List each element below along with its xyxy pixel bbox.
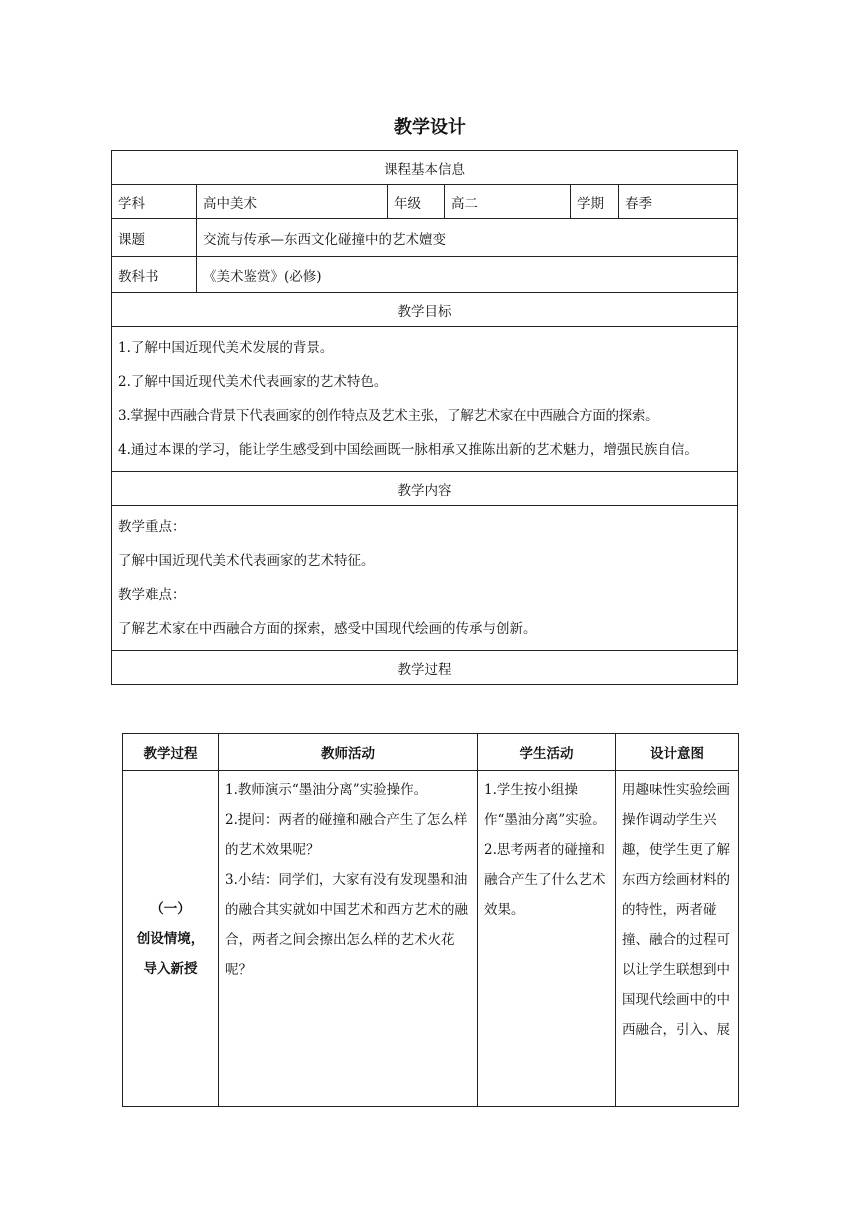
column-header: 教学过程: [123, 734, 219, 771]
stage-title: 创设情境，: [136, 930, 205, 947]
objective-item: 3.掌握中西融合背景下代表画家的创作特点及艺术主张，了解艺术家在中西融合方面的探索。: [118, 408, 659, 424]
key-point-text: 了解中国近现代美术代表画家的艺术特征。: [118, 553, 375, 569]
grade-label: 年级: [388, 185, 445, 219]
subject-label: 学科: [112, 185, 197, 219]
key-point-label: 教学重点：: [118, 519, 186, 535]
basic-info-table: [111, 150, 738, 685]
objectives-list: [112, 327, 738, 472]
column-header: 学生活动: [478, 734, 616, 771]
teacher-activity-item: 2.提问：两者的碰撞和融合产生了怎么样的艺术效果呢？: [225, 812, 468, 858]
objective-item: 1.了解中国近现代美术发展的背景。: [118, 340, 334, 356]
content-body: [112, 506, 738, 651]
difficult-point-text: 了解艺术家在中西融合方面的探索，感受中国现代绘画的传承与创新。: [118, 621, 537, 637]
student-activity-item: 2.思考两者的碰撞和融合产生了什么艺术效果。: [484, 842, 606, 918]
topic-label: 课题: [112, 219, 197, 257]
teacher-activity-cell: [219, 771, 478, 1107]
column-header: 教师活动: [219, 734, 478, 771]
textbook-value: 《美术鉴赏》(必修): [197, 257, 738, 293]
stage-number: （一）: [150, 900, 191, 917]
stage-cell: [123, 771, 219, 1107]
difficult-point-label: 教学难点：: [118, 587, 186, 603]
term-value: 春季: [619, 185, 738, 219]
design-intent-cell: 用趣味性实验绘画操作调动学生兴趣，使学生更了解东西方绘画材料的的特性，两者碰撞、融合的过程可以让学生联想到中国现代绘画中的中西融合，引入、展: [616, 771, 739, 1107]
term-label: 学期: [571, 185, 619, 219]
page-title: 教学设计: [394, 117, 466, 138]
stage-title: 导入新授: [143, 960, 198, 977]
student-activity-cell: [478, 771, 616, 1107]
table-row: [123, 771, 739, 1107]
grade-value: 高二: [445, 185, 571, 219]
student-activity-item: 1.学生按小组操作“墨油分离”实验。: [484, 782, 606, 828]
objective-item: 4.通过本课的学习，能让学生感受到中国绘画既一脉相承又推陈出新的艺术魅力，增强民族自信。: [118, 442, 698, 458]
textbook-label: 教科书: [112, 257, 197, 293]
column-header: 设计意图: [616, 734, 739, 771]
objectives-header: 教学目标: [112, 293, 738, 327]
subject-value: 高中美术: [197, 185, 388, 219]
teacher-activity-item: 3.小结：同学们，大家有没有发现墨和油的融合其实就如中国艺术和西方艺术的融合，两者之间会擦出怎么样的艺术火花呢？: [225, 872, 468, 978]
teacher-activity-item: 1.教师演示“墨油分离”实验操作。: [225, 782, 428, 798]
content-header: 教学内容: [112, 472, 738, 506]
process-header: 教学过程: [112, 651, 738, 685]
process-table: [122, 733, 739, 1107]
topic-value: 交流与传承—东西文化碰撞中的艺术嬗变: [197, 219, 738, 257]
objective-item: 2.了解中国近现代美术代表画家的艺术特色。: [118, 374, 388, 390]
basic-info-header: 课程基本信息: [112, 151, 738, 185]
